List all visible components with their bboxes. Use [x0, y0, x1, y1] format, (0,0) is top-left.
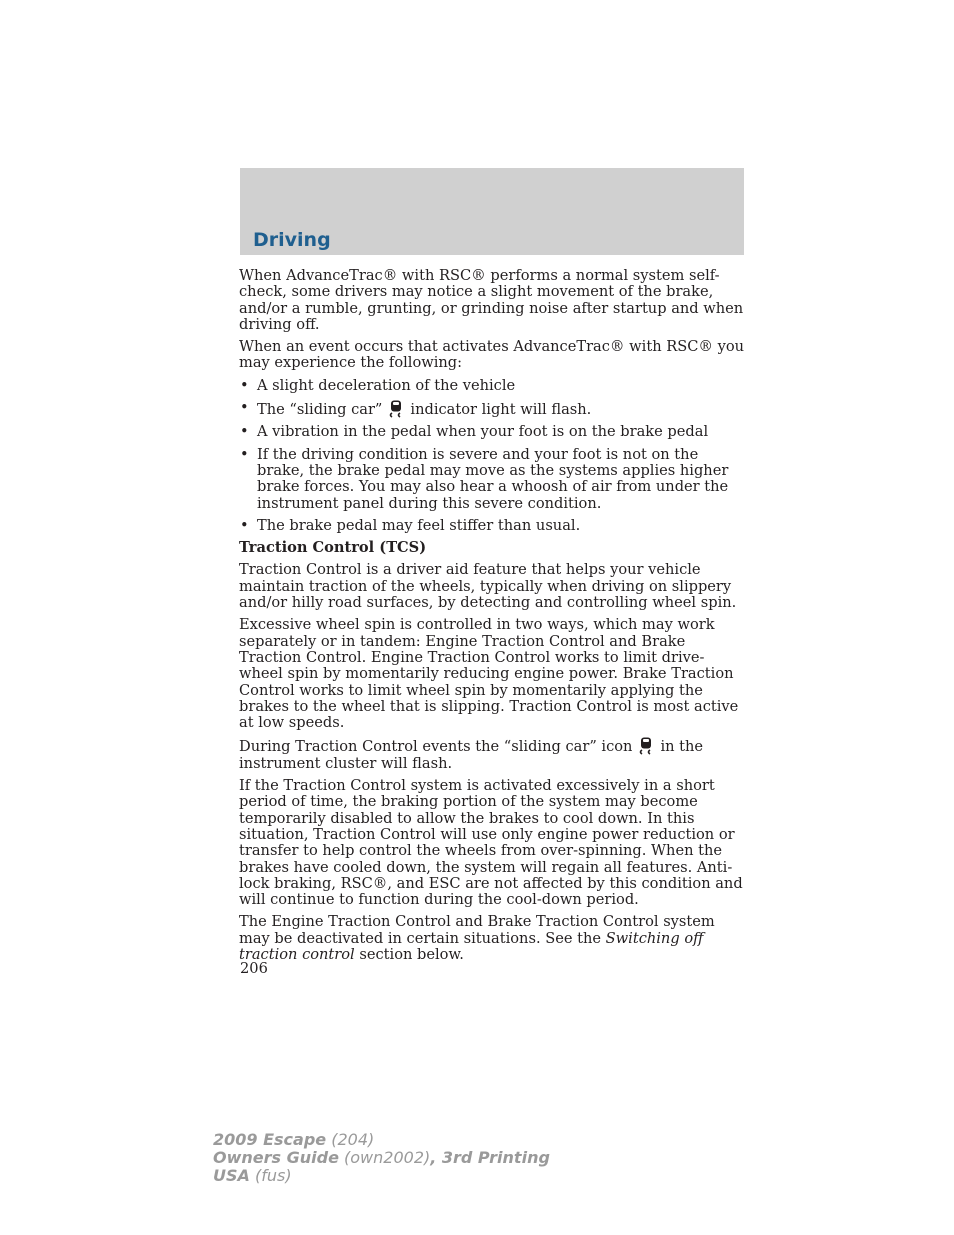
bullet-list: [239, 378, 745, 534]
document-footer: 2009 Escape (204) Owners Guide (own2002), 3rd Printing USA (fus): [213, 1130, 550, 1185]
paragraph: During Traction Control events the “sliding car” icon in the instrument cluster will flash.: [239, 738, 704, 772]
cross-reference: Switching off traction control: [239, 929, 704, 963]
paragraph: Traction Control is a driver aid feature that helps your vehicle maintain traction of the wheels, typically when driving on slippery and/or hilly road surfaces, by detecting and controlling wheel spin.: [239, 561, 737, 612]
list-item: • The “sliding car” indicator light will flash.: [240, 399, 592, 419]
subsection-heading: Traction Control (TCS): [239, 539, 427, 557]
section-title: Driving: [253, 229, 331, 251]
paragraph: When AdvanceTrac® with RSC® performs a normal system self-check, some drivers may notice a slight movement of the brake, and/or a rumble, grunting, or grinding noise after startup and when driving off.: [239, 267, 744, 333]
paragraph: When an event occurs that activates AdvanceTrac® with RSC® you may experience the following:: [239, 338, 745, 372]
page-content: [239, 268, 745, 969]
paragraph: Excessive wheel spin is controlled in two ways, which may work separately or in tandem: Engine Traction Control and Brake Traction Control. Engine Traction Control works to limit drive-wheel spin by momentarily reducing engine power. Brake Traction Control works to limit wheel spin by momentarily applying the brakes to the wheel that is slipping. Traction Control is most active at low speeds.: [239, 616, 739, 732]
sliding-car-icon: [388, 400, 404, 418]
section-header: [240, 168, 744, 255]
sliding-car-icon: [638, 737, 654, 755]
page-number: 206: [240, 960, 268, 977]
list-item: • A slight deceleration of the vehicle: [240, 376, 516, 394]
list-item: • A vibration in the pedal when your foot is on the brake pedal: [240, 423, 709, 441]
list-item: • If the driving condition is severe and your foot is not on the brake, the brake pedal may move as the systems applies higher brake forces. You may also hear a whoosh of air from under the instrument panel during this severe condition.: [240, 445, 729, 512]
paragraph: If the Traction Control system is activated excessively in a short period of time, the braking portion of the system may become temporarily disabled to allow the brakes to cool down. In this situation, Traction Control will use only engine power reduction or transfer to help control the wheels from over-spinning. When the brakes have cooled down, the system will regain all features. Anti-lock braking, RSC®, and ESC are not affected by this condition and will continue to function during the cool-down period.: [239, 777, 743, 909]
list-item: • The brake pedal may feel stiffer than usual.: [240, 516, 581, 534]
paragraph: The Engine Traction Control and Brake Traction Control system may be deactivated in certain situations. See the Switching off traction control section below.: [239, 913, 715, 963]
